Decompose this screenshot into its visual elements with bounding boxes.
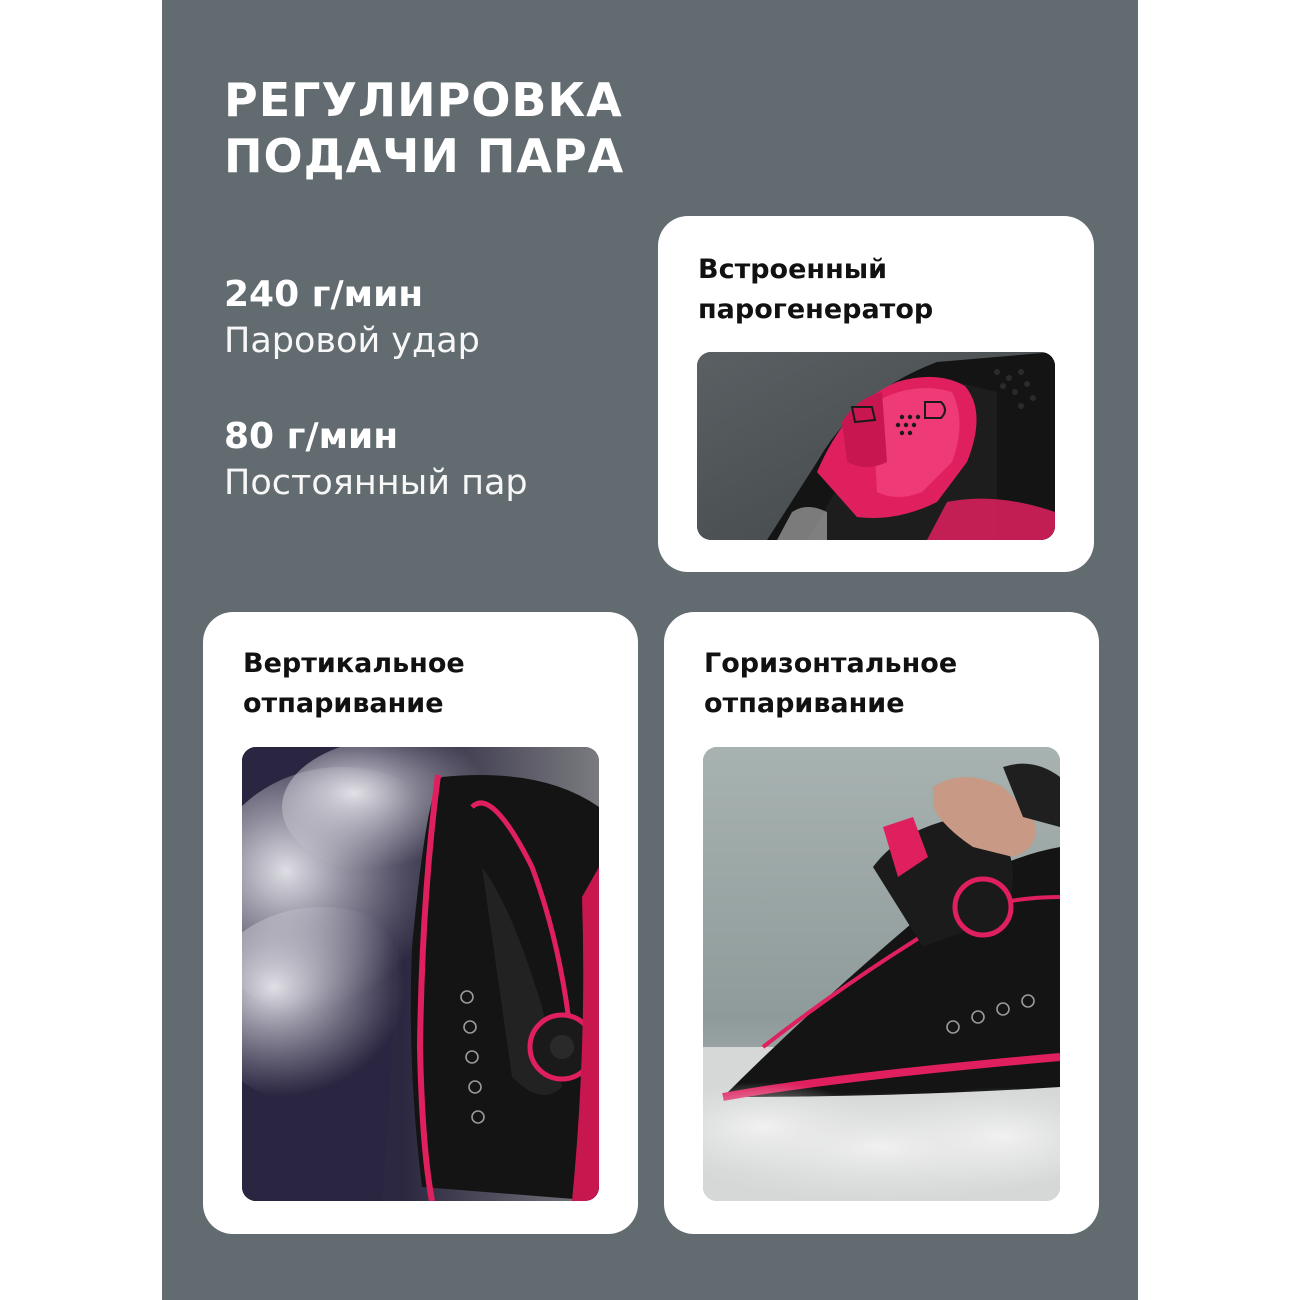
feature-card-horizontal-steaming: [664, 612, 1099, 1234]
feature-card-steam-generator: [658, 216, 1094, 572]
spec-continuous-steam: [224, 414, 528, 506]
card-title: [698, 250, 933, 330]
card-title-line-1: Горизонтальное: [704, 648, 958, 679]
page-title-line-2: ПОДАЧИ ПАРА: [224, 129, 625, 183]
card-title-line-1: Вертикальное: [243, 648, 465, 679]
card-title-line-1: Встроенный: [698, 254, 888, 285]
card-title-line-2: отпаривание: [704, 688, 905, 719]
card-title-line-2: парогенератор: [698, 294, 934, 325]
page-title-line-1: РЕГУЛИРОВКА: [224, 73, 623, 127]
spec-value: 240 г/мин: [224, 274, 424, 315]
vertical-steaming-photo: [242, 747, 599, 1201]
horizontal-steaming-photo: [703, 747, 1060, 1201]
page-title: [224, 72, 624, 184]
card-title: [243, 644, 465, 724]
card-title: [704, 644, 957, 724]
spec-label: Паровой удар: [224, 321, 480, 361]
feature-card-vertical-steaming: [203, 612, 638, 1234]
card-title-line-2: отпаривание: [243, 688, 444, 719]
spec-value: 80 г/мин: [224, 416, 399, 457]
spec-label: Постоянный пар: [224, 463, 528, 503]
iron-buttons-photo: [697, 352, 1055, 540]
spec-steam-boost: [224, 272, 480, 364]
